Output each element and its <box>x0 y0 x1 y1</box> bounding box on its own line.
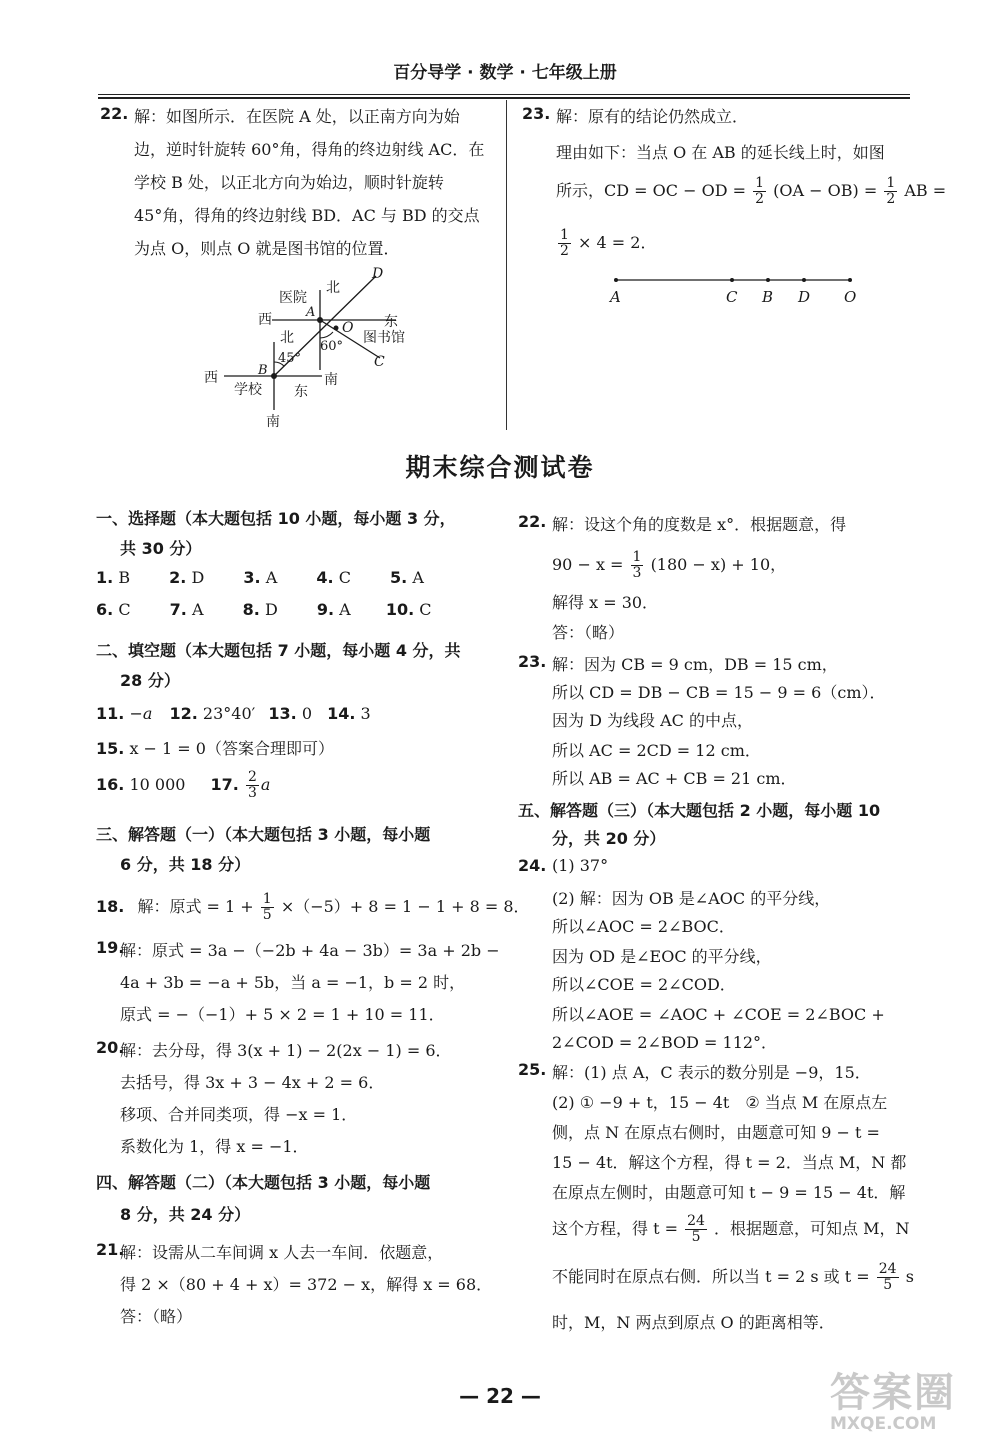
label-west-a: 西 <box>258 312 272 328</box>
label-c: C <box>374 354 385 370</box>
fraction-half: $\frac{1}{2}$ <box>886 175 896 207</box>
label-north-a: 北 <box>326 280 340 296</box>
mc-row-1: 1. B 2. D 3. A 4. C 5. A <box>96 568 424 587</box>
label-angle-45: 45° <box>278 351 302 366</box>
direction-diagram <box>196 262 426 432</box>
label-library: 图书馆 <box>363 330 405 346</box>
section-2-heading: 二、填空题（本大题包括 7 小题，每小题 4 分，共 <box>96 641 461 660</box>
page-number: — 22 — <box>459 1384 541 1408</box>
fraction-two-thirds: $\frac{2}{3}$ <box>247 769 257 801</box>
section-5-heading: 五、解答题（三）（本大题包括 2 小题，每小题 10 <box>518 801 881 820</box>
header-rule <box>98 94 910 95</box>
segment-diagram <box>604 270 874 310</box>
watermark-logo: 答案圈 <box>830 1370 956 1416</box>
section-1-heading: 一、选择题（本大题包括 10 小题，每小题 3 分， <box>96 509 456 528</box>
label-west-b: 西 <box>204 370 218 386</box>
label-south-b: 南 <box>266 414 280 430</box>
label-d: D <box>372 266 384 282</box>
watermark-site: MXQE.COM <box>830 1414 937 1434</box>
fill-16-17: 16. 10 000 17. $\frac{2}{3}$ a <box>96 769 271 801</box>
label-school: 学校 <box>234 382 262 398</box>
top-q22-line: 边，逆时针旋转 60°角，得角的终边射线 AC．在 <box>134 140 485 159</box>
section-4-heading: 四、解答题（二）（本大题包括 3 小题，每小题 <box>96 1173 431 1192</box>
exam-title: 期末综合测试卷 <box>405 453 595 482</box>
label-north-b: 北 <box>280 330 294 346</box>
fill-row-1: 11. −a 12. 23°40′ 13. 0 14. 3 <box>96 704 371 723</box>
column-divider <box>506 100 507 430</box>
seg-label-d: D <box>798 288 811 306</box>
label-o: O <box>342 320 354 336</box>
header-rule-thick <box>98 97 910 99</box>
top-q22-line: 学校 B 处，以正北方向为始边，顺时针旋转 <box>134 173 444 192</box>
seg-label-c: C <box>726 288 738 306</box>
label-south-a: 南 <box>324 372 338 388</box>
section-3-heading: 三、解答题（一）（本大题包括 3 小题，每小题 <box>96 825 431 844</box>
label-angle-60: 60° <box>320 339 344 354</box>
seg-label-b: B <box>762 288 774 306</box>
fraction-half: $\frac{1}{2}$ <box>755 175 765 207</box>
label-hospital: 医院 <box>279 290 307 306</box>
point-b-dot <box>271 373 277 379</box>
watermark <box>830 1372 990 1438</box>
label-east-a: 东 <box>384 314 398 330</box>
top-q22-line: 为点 O，则点 O 就是图书馆的位置． <box>134 239 400 258</box>
label-a: A <box>306 305 316 320</box>
point-o-dot <box>334 326 339 331</box>
seg-label-a: A <box>610 288 621 306</box>
top-q22-line: 45°角，得角的终边射线 BD．AC 与 BD 的交点 <box>134 206 480 225</box>
label-east-b: 东 <box>294 384 308 400</box>
fill-15: 15. x − 1 = 0（答案合理即可） <box>96 739 334 758</box>
top-q22-line: 解：如图所示．在医院 A 处，以正南方向为始 <box>134 107 460 126</box>
label-b: B <box>258 363 268 378</box>
q18: 18. 解：原式 = 1 + $\frac{1}{5}$ ×（−5）+ 8 = 1 − 1 + 8 = 8． <box>96 891 530 923</box>
seg-label-o: O <box>844 288 857 306</box>
running-header: 百分导学 · 数学 · 七年级上册 <box>393 63 617 83</box>
point-a-dot <box>317 317 323 323</box>
fraction-half: $\frac{1}{2}$ <box>560 227 569 259</box>
mc-row-2: 6. C 7. A 8. D 9. A 10. C <box>96 600 432 619</box>
